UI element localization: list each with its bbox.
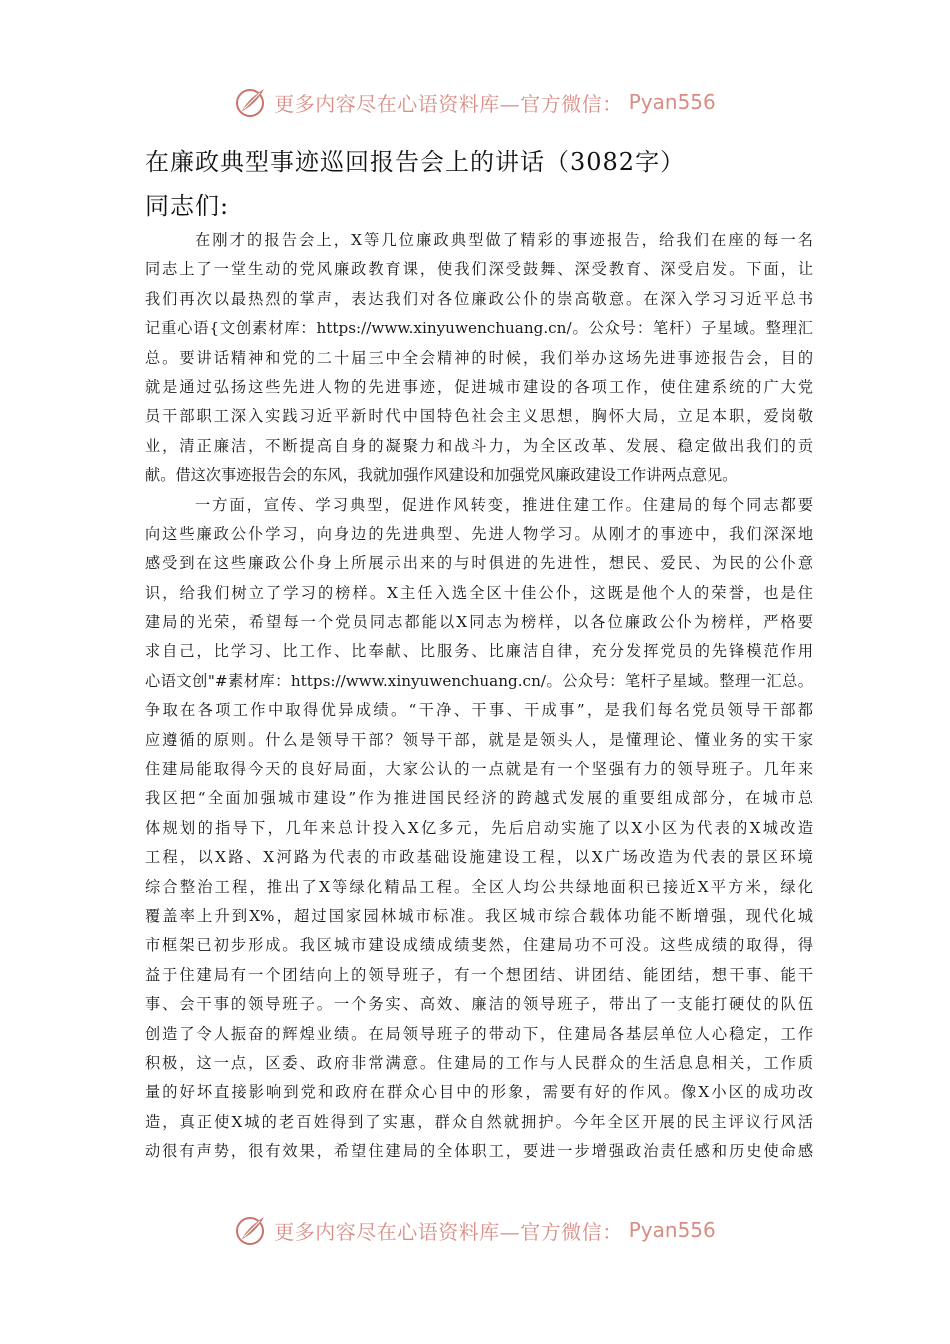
body-line: 我区把“全面加强城市建设”作为推进国民经济的跨越式发展的重要组成部分，在城市总 — [145, 789, 813, 808]
body-line: 综合整治工程，推出了X等绿化精品工程。全区人均公共绿地面积已接近X平方米，绿化 — [145, 877, 813, 896]
body-line: 识，给我们树立了学习的榜样。X主任入选全区十佳公仆，这既是他个人的荣誉，也是住 — [145, 583, 813, 602]
body-line: 一方面，宣传、学习典型，促进作风转变，推进住建工作。住建局的每个同志都要 — [195, 495, 813, 514]
body-line: 市框架已初步形成。我区城市建设成绩成绩斐然，住建局功不可没。这些成绩的取得，得 — [145, 936, 813, 955]
document-body — [145, 226, 813, 1167]
body-line: 争取在各项工作中取得优异成绩。“干净、干事、干成事”，是我们每名党员领导干部都 — [145, 701, 813, 720]
header-watermark-banner — [0, 82, 950, 122]
footer-watermark-banner — [0, 1210, 950, 1250]
document-salutation: 同志们: — [145, 192, 230, 220]
body-line: 工程，以X路、X河路为代表的市政基础设施建设工程，以X广场改造为代表的景区环境 — [145, 848, 813, 867]
body-line: 益于住建局有一个团结向上的领导班子，有一个想团结、讲团结、能团结，想干事、能干 — [145, 965, 813, 984]
document-title: 在廉政典型事迹巡回报告会上的讲话（3082字） — [145, 148, 686, 176]
body-line: 体规划的指导下，几年来总计投入X亿多元，先后启动实施了以X小区为代表的X城改造 — [145, 818, 813, 837]
quill-logo-icon — [234, 1213, 268, 1247]
body-line: 造，真正使X城的老百姓得到了实惠，群众自然就拥护。今年全区开展的民主评议行风活 — [145, 1112, 813, 1131]
body-line: 心语文创"#素材库：https://www.xinyuwenchuang.cn/。公众号：笔杆子星域。整理一汇总。 — [145, 671, 813, 690]
body-line: 覆盖率上升到X%，超过国家园林城市标准。我区城市综合载体功能不断增强，现代化城 — [145, 906, 813, 925]
body-line: 事、会干事的领导班子。一个务实、高效、廉洁的领导班子，带出了一支能打硬仗的队伍 — [145, 995, 813, 1014]
body-line: 同志上了一堂生动的党风廉政教育课，使我们深受鼓舞、深受教育、深受启发。下面，让 — [145, 260, 813, 279]
banner-text: 更多内容尽在心语资料库—官方微信： — [274, 91, 623, 116]
body-line: 建局的光荣，希望每一个党员同志都能以X同志为榜样，以各位廉政公仆为榜样，严格要 — [145, 613, 813, 632]
body-line: 在刚才的报告会上，X等几位廉政典型做了精彩的事迹报告，给我们在座的每一名 — [195, 231, 813, 249]
body-line: 业，清正廉洁，不断提高自身的凝聚力和战斗力，为全区改革、发展、稳定做出我们的贡 — [145, 436, 813, 455]
body-line: 应遵循的原则。什么是领导干部？领导干部，就是是领头人，是懂理论、懂业务的实干家 — [145, 730, 813, 749]
body-line: 量的好坏直接影响到党和政府在群众心目中的形象，需要有好的作风。像X小区的成功改 — [145, 1083, 813, 1102]
body-line: 向这些廉政公仆学习，向身边的先进典型、先进人物学习。从刚才的事迹中，我们深深地 — [145, 524, 813, 543]
body-line: 感受到在这些廉政公仆身上所展示出来的与时俱进的先进性，想民、爱民、为民的公仆意 — [145, 554, 813, 573]
body-line: 献。借这次事迹报告会的东风，我就加强作风建设和加强党风廉政建设工作讲两点意见。 — [145, 466, 738, 485]
banner-text: 更多内容尽在心语资料库—官方微信： — [274, 1219, 623, 1244]
body-line: 我们再次以最热烈的掌声，表达我们对各位廉政公仆的崇高敬意。在深入学习习近平总书 — [145, 289, 813, 308]
body-line: 员干部职工深入实践习近平新时代中国特色社会主义思想，胸怀大局，立足本职，爱岗敬 — [145, 407, 813, 426]
body-line: 记重心语{文创素材库：https://www.xinyuwenchuang.cn/。公众号：笔杆）子星域。整理汇 — [145, 319, 813, 338]
body-line: 创造了令人振奋的辉煌业绩。在局领导班子的带动下，住建局各基层单位人心稳定，工作 — [145, 1024, 813, 1043]
body-line: 就是通过弘扬这些先进人物的先进事迹，促进城市建设的各项工作，使住建系统的广大党 — [145, 377, 813, 396]
quill-logo-icon — [234, 85, 268, 119]
body-line: 求自己，比学习、比工作、比奉献、比服务、比廉洁自律，充分发挥党员的先锋模范作用 — [145, 642, 813, 661]
body-line: 总。要讲话精神和党的二十届三中全会精神的时候，我们举办这场先进事迹报告会，目的 — [145, 348, 813, 367]
body-line: 积极，这一点，区委、政府非常满意。住建局的工作与人民群众的生活息息相关，工作质 — [145, 1053, 813, 1072]
banner-wechat-id: Pyan556 — [628, 90, 716, 114]
body-line: 动很有声势，很有效果，希望住建局的全体职工，要进一步增强政治责任感和历史使命感 — [145, 1142, 813, 1161]
body-line: 住建局能取得今天的良好局面，大家公认的一点就是有一个坚强有力的领导班子。几年来 — [145, 760, 813, 779]
banner-wechat-id: Pyan556 — [628, 1218, 716, 1242]
